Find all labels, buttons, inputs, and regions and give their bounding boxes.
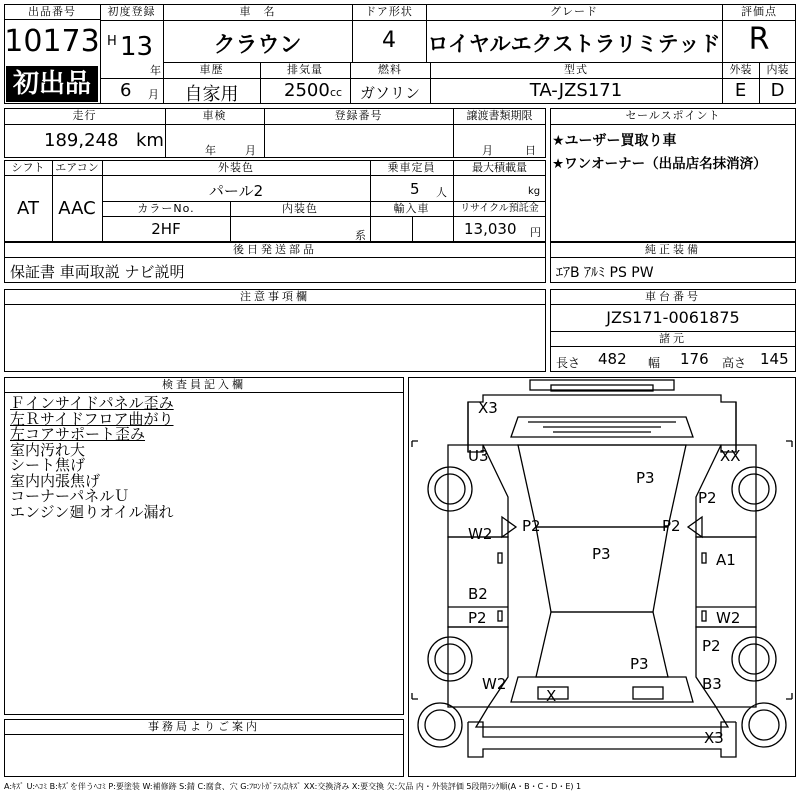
car-name-label: 車 名 [239, 5, 276, 18]
model: TA-JZS171 [529, 80, 623, 101]
recycle-amount: 13,030 [464, 220, 517, 238]
door-label: ドア形状 [365, 5, 413, 18]
maxload-label: 最大積載量 [472, 161, 527, 174]
car-name: クラウン [213, 33, 302, 58]
capacity: 5 [410, 180, 420, 198]
grade: ロイヤルエクストラリミテッド [427, 32, 721, 56]
color-no-label: カラーNo. [137, 202, 195, 215]
office-label: 事務局よりご案内 [148, 720, 260, 733]
transfer-month-unit: 月 [482, 144, 493, 157]
damage-mark: P3 [592, 545, 611, 563]
doors: 4 [382, 28, 396, 53]
insp-month-unit: 月 [245, 144, 256, 157]
inspector-note: 左コアサポート歪み [10, 425, 146, 443]
ext-score-label: 外装 [729, 63, 752, 76]
later-parts: 保証書 車両取説 ナビ説明 [10, 263, 185, 281]
grade-label: グレード [550, 5, 598, 18]
damage-mark: A1 [716, 551, 736, 569]
damage-mark: P3 [636, 469, 655, 487]
score-label: 評価点 [741, 5, 777, 18]
damage-mark: W2 [716, 609, 741, 627]
sales-point-2: ★ワンオーナー（出品店名抹消済） [552, 156, 767, 172]
ac-label: エアコン [55, 161, 99, 174]
score: R [748, 22, 770, 57]
inspector-note: コーナーパネルＵ [10, 487, 130, 505]
sales-points-label: セールスポイント [550, 108, 796, 125]
height-label: 高さ [722, 356, 747, 370]
damage-mark: P2 [522, 517, 541, 535]
legend: A:ｷｽﾞ U:ﾍｺﾐ B:ｷｽﾞを伴うﾍｺﾐ P:要塗装 W:補修跡 S:錆 C:腐食、穴 G:ﾌﾛﾝﾄｶﾞﾗｽ点ｷｽﾞ XX:交換済み X:要交換 欠:欠品 内・外装評価 5段階ﾗﾝｸ順(A・B・C・D・E) 1 [4, 782, 582, 791]
damage-mark: P2 [468, 609, 487, 627]
damage-mark: U3 [468, 447, 489, 465]
inspector-note: 室内内張焦げ [10, 471, 101, 490]
reg-no-label: 登録番号 [334, 109, 383, 122]
reg-month-unit: 月 [148, 88, 159, 101]
era: H [107, 34, 117, 49]
later-parts-label: 後日発送部品 [233, 243, 317, 256]
width-label: 幅 [648, 356, 661, 370]
inspector-note: 左Ｒサイドフロア曲がり [10, 409, 174, 428]
recycle-label: リサイクル預託金 [460, 203, 539, 214]
fuel: ガソリン [359, 84, 420, 102]
ac: AAC [58, 198, 96, 219]
chassis-label: 車台番号 [645, 290, 701, 303]
damage-mark: B3 [702, 675, 722, 693]
damage-mark: P2 [702, 637, 721, 655]
inspector-note: 室内汚れ大 [10, 440, 86, 459]
ext-color-label: 外装色 [218, 161, 254, 174]
damage-mark: X [546, 687, 557, 705]
int-score-label: 内装 [766, 63, 789, 76]
inspector-note: エンジン廻りオイル漏れ [10, 502, 174, 521]
inspector-label: 検査員記入欄 [162, 378, 246, 391]
maxload-unit: kg [528, 186, 541, 197]
damage-mark: P2 [662, 517, 681, 535]
mileage: 189,248 [44, 130, 119, 151]
caution-label: 注意事項欄 [240, 290, 310, 303]
damage-mark: W2 [482, 675, 507, 693]
displacement: 2500 [284, 80, 330, 101]
damage-mark: P2 [698, 489, 717, 507]
reg-year: 13 [120, 32, 154, 62]
int-color-label: 内装色 [282, 202, 318, 215]
transfer-label: 譲渡書類期限 [466, 109, 533, 122]
sales-point-1: ★ユーザー買取り車 [552, 133, 677, 149]
width: 176 [680, 350, 709, 368]
height: 145 [760, 350, 789, 368]
damage-mark: X3 [478, 399, 498, 417]
reg-year-unit: 年 [150, 64, 161, 77]
fuel-label: 燃料 [378, 63, 402, 76]
import-label: 輸入車 [393, 202, 430, 215]
capacity-unit: 人 [436, 186, 447, 199]
lot-number: 10173 [4, 24, 100, 59]
first-listing-badge: 初出品 [12, 69, 91, 99]
first-reg-label: 初度登録 [107, 5, 156, 18]
color-no: 2HF [151, 220, 181, 238]
insp-year-unit: 年 [205, 144, 216, 157]
transfer-day-unit: 日 [525, 144, 536, 157]
shift-label: シフト [11, 161, 45, 174]
car-diagram-svg [408, 377, 796, 777]
displacement-label: 排気量 [287, 63, 323, 76]
capacity-label: 乗車定員 [387, 161, 436, 174]
damage-mark: XX [720, 447, 741, 465]
model-label: 型式 [564, 63, 588, 76]
history-label: 車歴 [199, 63, 224, 76]
inspection-label: 車検 [202, 109, 227, 122]
ext-color: パール2 [208, 182, 264, 200]
int-color-unit: 系 [355, 229, 366, 242]
inspector-note: Ｆインサイドパネル歪み [10, 394, 174, 412]
mileage-label: 走行 [72, 109, 97, 122]
inspector-notes [10, 396, 400, 520]
length: 482 [598, 350, 627, 368]
dims-label: 諸元 [659, 332, 687, 345]
lot-number-label: 出品番号 [4, 4, 100, 20]
int-score: D [770, 80, 785, 101]
history: 自家用 [184, 84, 239, 105]
std-equip: ｴｱB ｱﾙﾐ PS PW [556, 265, 654, 281]
ext-score: E [734, 80, 747, 101]
std-equip-label: 純正装備 [645, 243, 701, 256]
displacement-unit: cc [330, 86, 343, 99]
damage-mark: W2 [468, 525, 493, 543]
damage-mark: B2 [468, 585, 488, 603]
mileage-unit: km [136, 130, 164, 151]
chassis-number: JZS171-0061875 [606, 308, 740, 327]
damage-mark: P3 [630, 655, 649, 673]
length-label: 長さ [556, 356, 581, 370]
reg-month: 6 [120, 80, 132, 101]
recycle-unit: 円 [530, 226, 541, 239]
shift: AT [17, 198, 39, 219]
damage-mark: X3 [704, 729, 724, 747]
inspector-note: シート焦げ [10, 456, 86, 474]
